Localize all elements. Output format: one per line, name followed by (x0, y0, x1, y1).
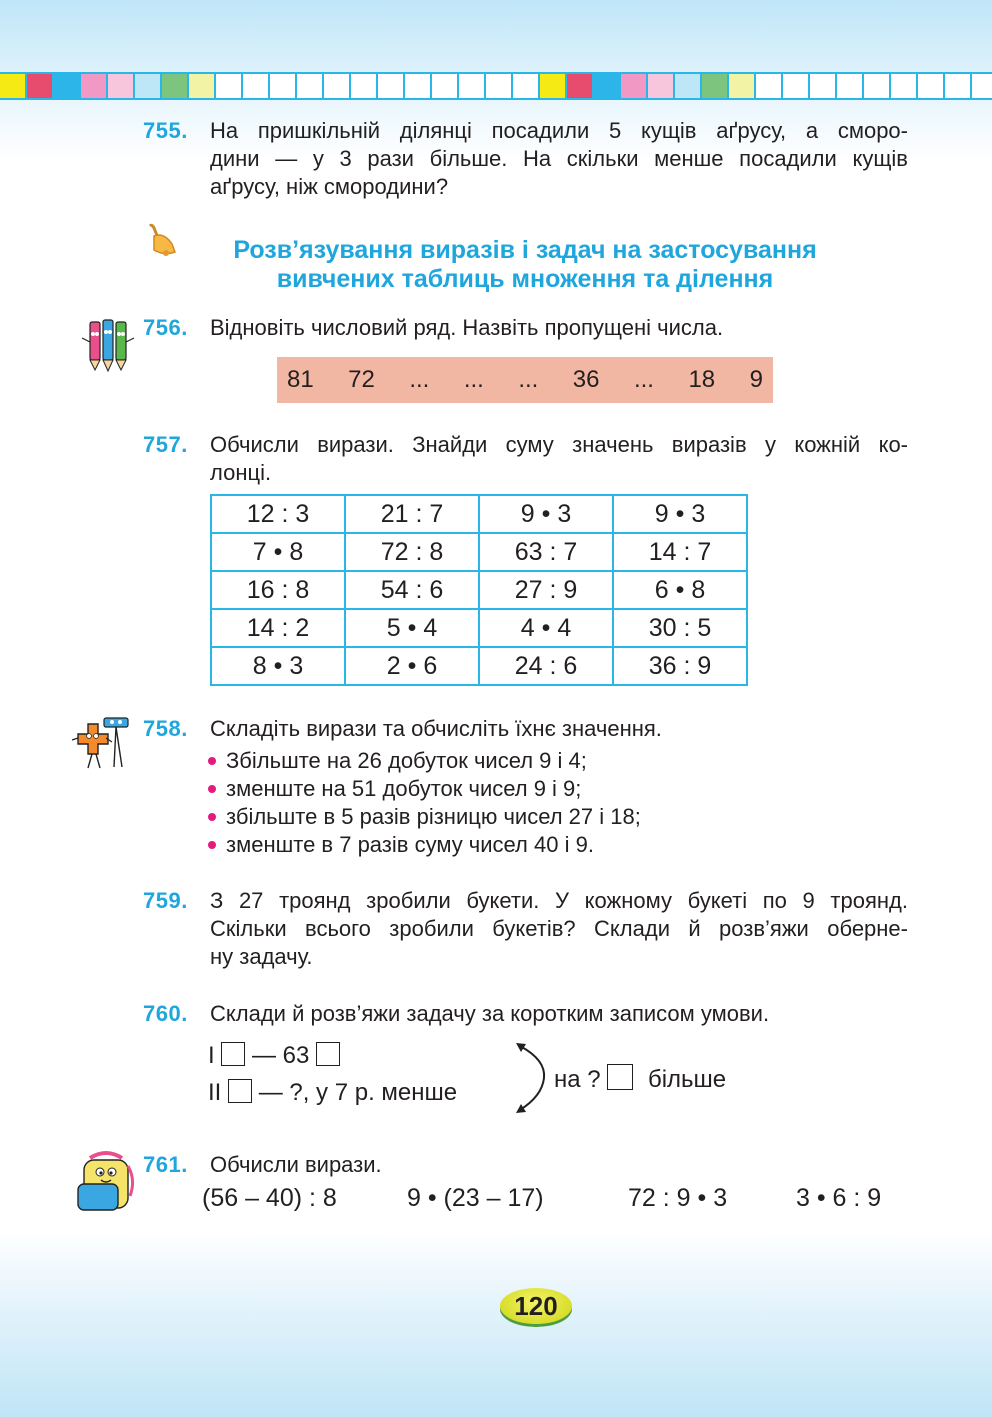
decorative-color-strip (0, 72, 992, 100)
table-row (211, 533, 747, 571)
strip-cell (432, 74, 459, 98)
expression-2: 9 • (23 – 17) (407, 1184, 544, 1212)
empty-box (316, 1042, 340, 1066)
strip-cell (270, 74, 297, 98)
exercise-number-755: 755. (143, 118, 188, 143)
series-item: ... (633, 366, 654, 393)
question-prefix: на ? (554, 1066, 601, 1093)
row-label: I (208, 1042, 215, 1069)
empty-box (228, 1079, 252, 1103)
table-cell: 36 : 9 (613, 647, 747, 685)
exercise-text-760: Склади й розв’яжи задачу за коротким записом умови. (210, 1001, 770, 1026)
comparison-question (554, 1064, 726, 1094)
condition-row-2 (208, 1079, 457, 1107)
empty-box (607, 1064, 633, 1090)
table-row (211, 571, 747, 609)
table-cell: 24 : 6 (479, 647, 613, 685)
table-cell: 9 • 3 (613, 495, 747, 533)
strip-cell (189, 74, 216, 98)
series-item: 9 (749, 366, 763, 393)
strip-cell (378, 74, 405, 98)
list-item (208, 775, 641, 803)
table-cell: 16 : 8 (211, 571, 345, 609)
table-cell: 5 • 4 (345, 609, 479, 647)
list-item (208, 747, 641, 775)
row-label: II (208, 1079, 222, 1106)
empty-box (221, 1042, 245, 1066)
strip-cell (405, 74, 432, 98)
series-item: 72 (348, 366, 375, 393)
table-cell: 21 : 7 (345, 495, 479, 533)
text-line: З 27 троянд зробили букети. У кожному букеті по 9 троянд. (210, 888, 908, 913)
text-line: ну задачу. (210, 944, 313, 969)
strip-cell (891, 74, 918, 98)
table-cell: 8 • 3 (211, 647, 345, 685)
strip-cell (756, 74, 783, 98)
strip-cell (864, 74, 891, 98)
list-item-text: зменште в 7 разів суму чисел 40 і 9. (226, 832, 594, 857)
strip-cell (675, 74, 702, 98)
expression-1: (56 – 40) : 8 (202, 1184, 337, 1212)
exercise-number-759: 759. (143, 888, 188, 913)
series-item: 36 (572, 366, 600, 393)
strip-cell (648, 74, 675, 98)
strip-cell (567, 74, 594, 98)
strip-cell (162, 74, 189, 98)
exercise-number-760: 760. (143, 1001, 188, 1026)
bullet-dot (208, 785, 216, 793)
text-line: Обчисли вирази. Знайди суму значень виразів у кожній ко- (210, 432, 908, 457)
strip-cell (702, 74, 729, 98)
bullet-dot (208, 757, 216, 765)
strip-cell (324, 74, 351, 98)
strip-cell (594, 74, 621, 98)
table-row (211, 647, 747, 685)
text-line: Скільки всього зробили букетів? Склади й розв’яжи оберне- (210, 916, 908, 941)
series-item: ... (518, 366, 539, 393)
row-value: — 63 (252, 1042, 310, 1069)
expressions-table (210, 494, 748, 686)
expression-4: 3 • 6 : 9 (796, 1184, 882, 1212)
list-item-text: зменште на 51 добуток чисел 9 і 9; (226, 776, 582, 801)
strip-cell (108, 74, 135, 98)
table-cell: 4 • 4 (479, 609, 613, 647)
strip-cell (243, 74, 270, 98)
exercise-number-756: 756. (143, 315, 188, 340)
table-cell: 6 • 8 (613, 571, 747, 609)
table-row (211, 495, 747, 533)
table-cell: 14 : 7 (613, 533, 747, 571)
strip-cell (351, 74, 378, 98)
strip-cell (0, 74, 27, 98)
strip-cell (918, 74, 945, 98)
bullet-list (208, 747, 641, 859)
table-cell: 12 : 3 (211, 495, 345, 533)
curved-bracket-arrow-icon (512, 1040, 552, 1116)
series-item: ... (409, 366, 430, 393)
strip-cell (783, 74, 810, 98)
strip-cell (81, 74, 108, 98)
strip-cell (297, 74, 324, 98)
exercise-text-759 (210, 887, 908, 971)
table-cell: 63 : 7 (479, 533, 613, 571)
table-cell: 54 : 6 (345, 571, 479, 609)
strip-cell (540, 74, 567, 98)
list-item-text: збільште в 5 разів різницю чисел 27 і 18; (226, 804, 641, 829)
strip-cell (837, 74, 864, 98)
series-item: 18 (688, 366, 716, 393)
text-line: На пришкільній ділянці посадили 5 кущів аґрусу, а сморо- (210, 118, 908, 143)
condition-row-1 (208, 1042, 340, 1070)
strip-cell (945, 74, 972, 98)
heading-line-2: вивчених таблиць множення та ділення (276, 265, 774, 293)
list-item (208, 831, 641, 859)
exercise-text-758: Складіть вирази та обчисліть їхнє значення. (210, 716, 662, 741)
table-cell: 72 : 8 (345, 533, 479, 571)
heading-line-1: Розв’язування виразів і задач на застосування (233, 236, 817, 264)
bullet-dot (208, 841, 216, 849)
table-cell: 2 • 6 (345, 647, 479, 685)
table-row (211, 609, 747, 647)
exercise-text-761: Обчисли вирази. (210, 1152, 382, 1177)
strip-cell (486, 74, 513, 98)
table-cell: 14 : 2 (211, 609, 345, 647)
bottom-background (0, 1230, 992, 1417)
number-series (277, 357, 773, 403)
strip-cell (810, 74, 837, 98)
strip-cell (54, 74, 81, 98)
strip-cell (729, 74, 756, 98)
table-cell: 27 : 9 (479, 571, 613, 609)
text-line: аґрусу, ніж смородини? (210, 174, 449, 199)
exercise-text-756: Відновіть числовий ряд. Назвіть пропущені числа. (210, 315, 724, 340)
strip-cell (216, 74, 243, 98)
strip-cell (459, 74, 486, 98)
exercise-number-761: 761. (143, 1152, 188, 1177)
expression-3: 72 : 9 • 3 (628, 1184, 728, 1212)
exercise-number-758: 758. (143, 716, 188, 741)
series-item: 81 (287, 366, 314, 393)
text-line: лонці. (210, 460, 272, 485)
strip-cell (972, 74, 992, 98)
section-heading (150, 236, 900, 294)
page-number: 120 (500, 1288, 572, 1324)
strip-cell (621, 74, 648, 98)
plus-minus-characters-icon (68, 712, 134, 776)
bullet-dot (208, 813, 216, 821)
exercise-text-755 (210, 117, 908, 201)
exercise-text-757 (210, 431, 908, 487)
series-item: ... (463, 366, 484, 393)
strip-cell (513, 74, 540, 98)
strip-cell (27, 74, 54, 98)
question-suffix: більше (647, 1066, 727, 1093)
exercise-number-757: 757. (143, 432, 188, 457)
table-cell: 9 • 3 (479, 495, 613, 533)
list-item-text: Збільште на 26 добуток чисел 9 і 4; (226, 748, 587, 773)
row-value: — ?, у 7 р. менше (258, 1079, 458, 1106)
table-cell: 30 : 5 (613, 609, 747, 647)
pencils-icon (78, 318, 138, 374)
strip-cell (135, 74, 162, 98)
list-item (208, 803, 641, 831)
backpack-icon (74, 1150, 138, 1216)
table-cell: 7 • 8 (211, 533, 345, 571)
text-line: дини — у 3 рази більше. На скільки менше посадили кущів (210, 146, 908, 171)
